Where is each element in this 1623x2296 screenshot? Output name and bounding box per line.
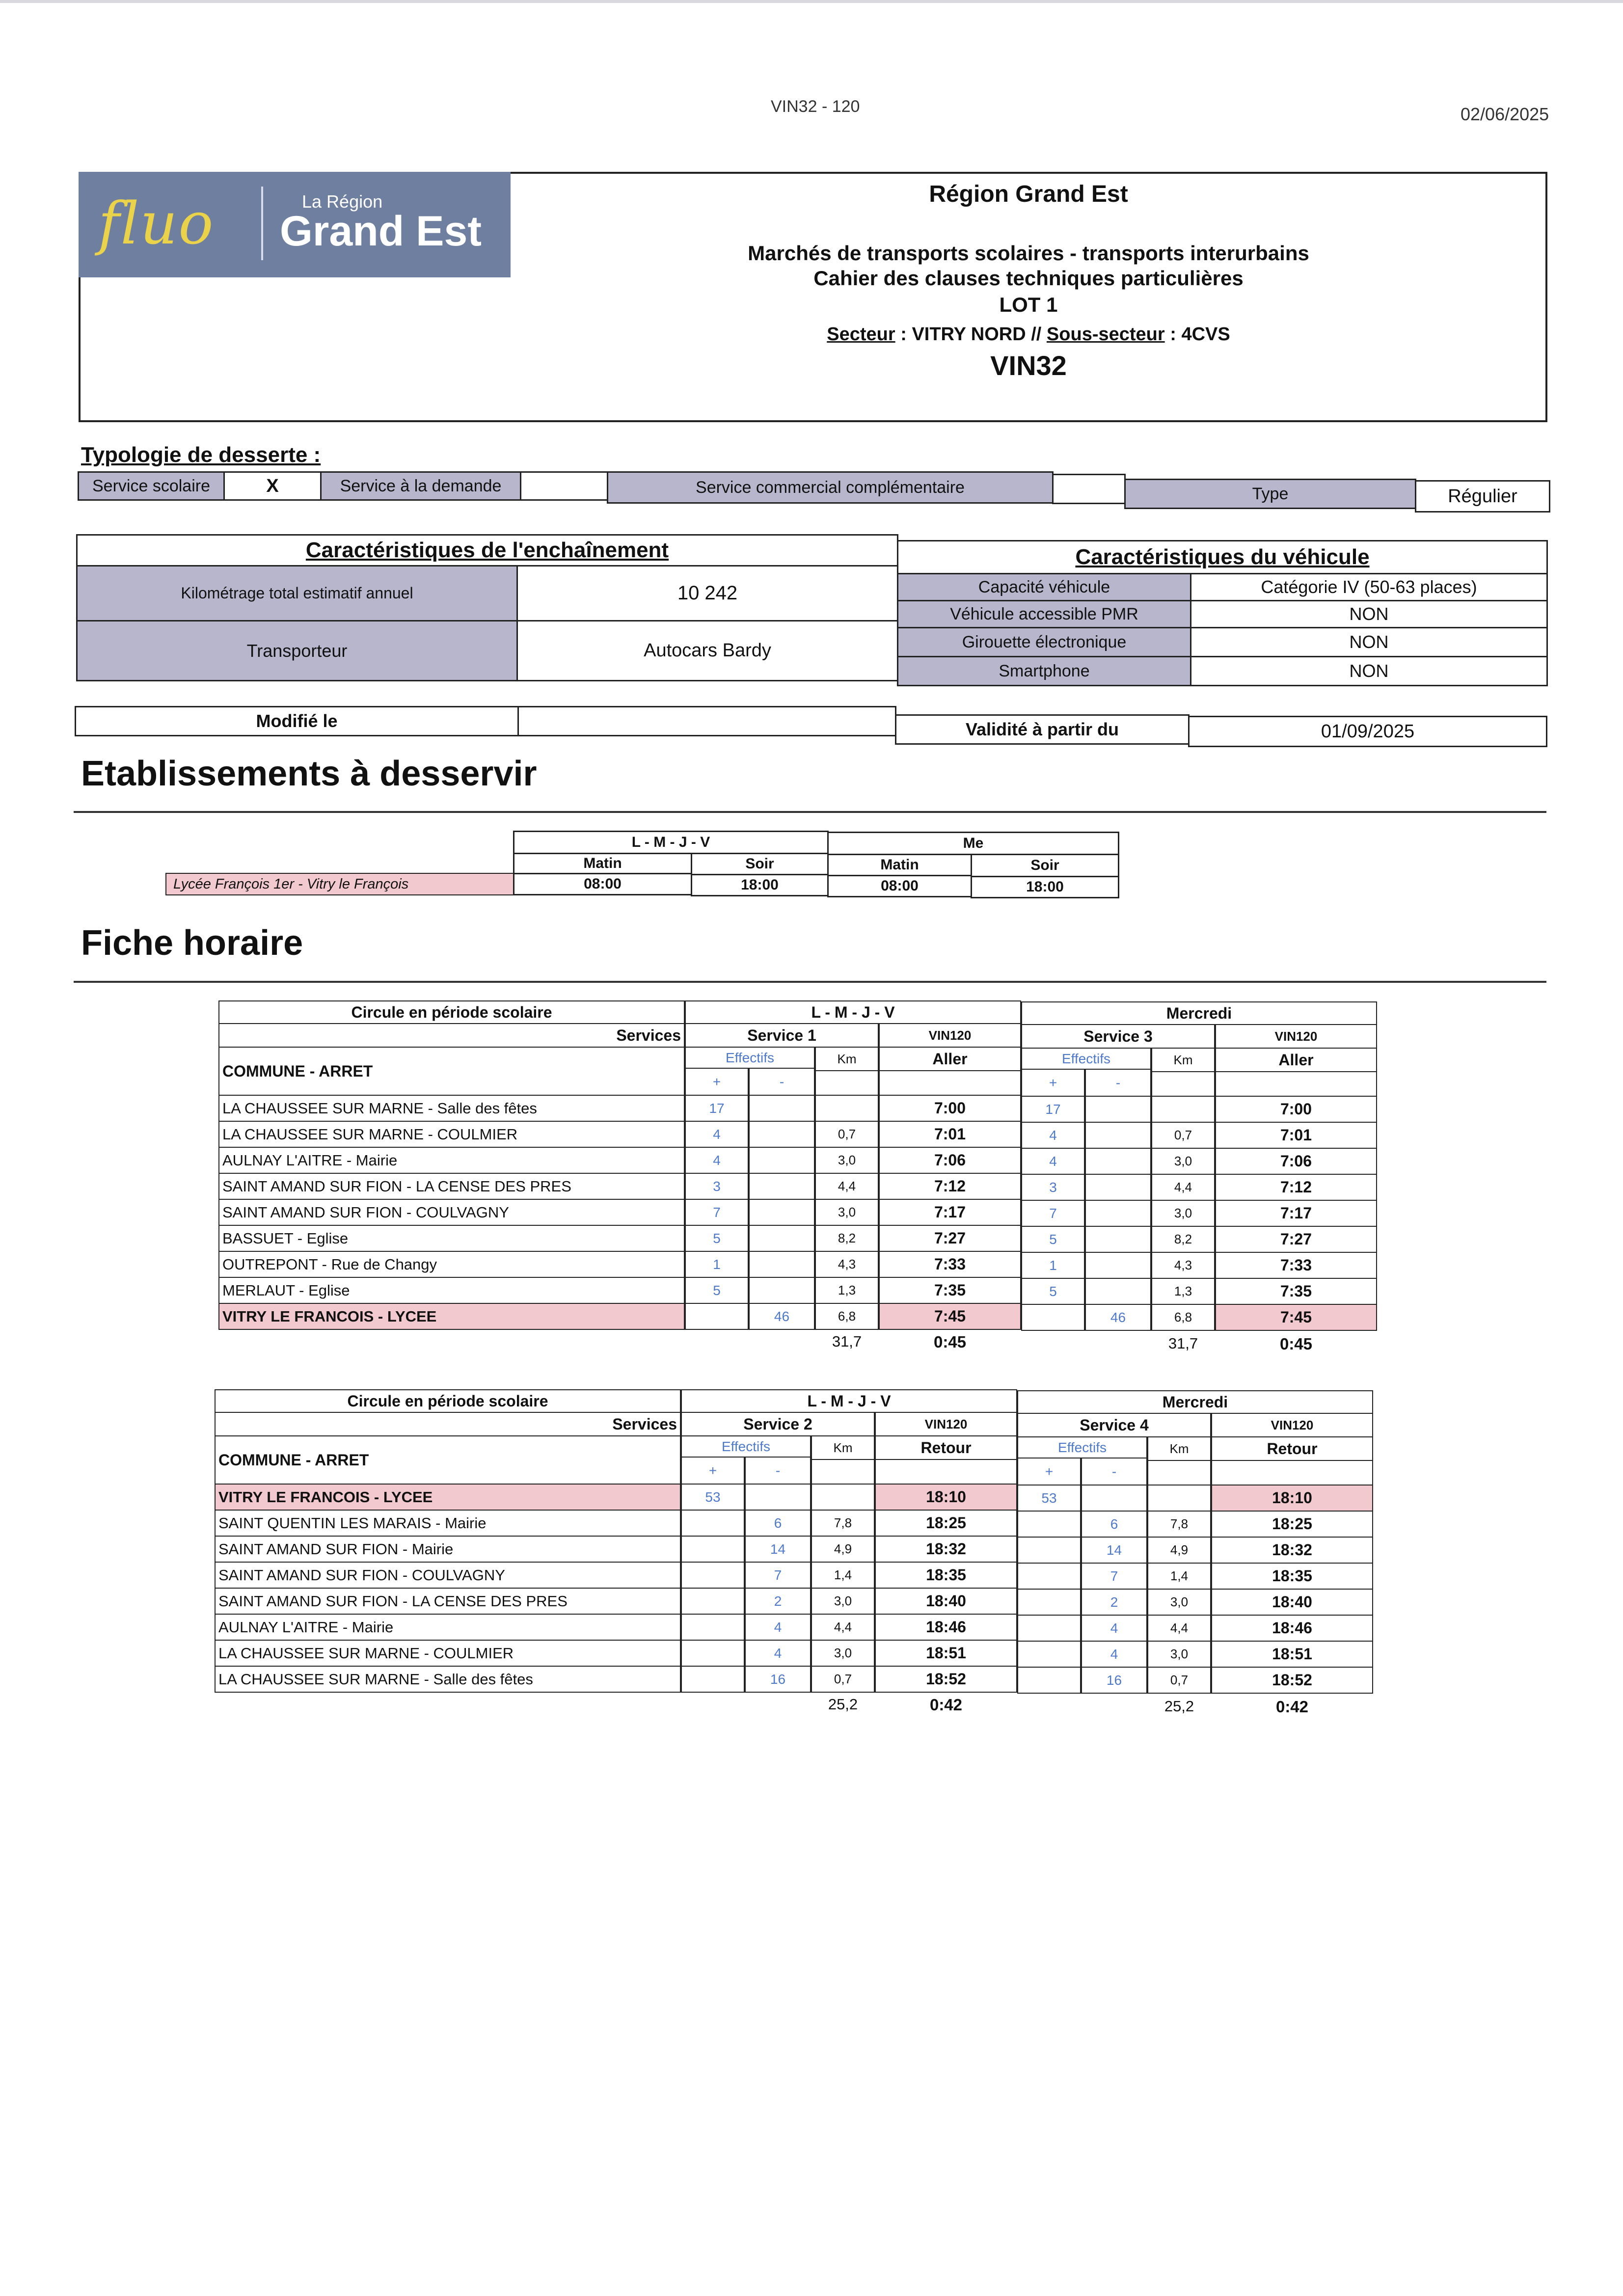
aller-service-b: Service 3 [1021,1024,1215,1049]
aller-plus-b: 5 [1021,1278,1085,1305]
sector-label: Secteur [827,324,895,345]
retour-minus-b: 7 [1081,1563,1147,1590]
retour-plus-a [681,1666,745,1693]
retour-minus-b: 4 [1081,1615,1147,1642]
aller-km-b: 6,8 [1151,1304,1215,1331]
aller-time-a: 7:27 [879,1225,1021,1252]
retour-code-a: VIN120 [875,1412,1017,1436]
retour-time-b: 18:32 [1211,1537,1373,1564]
km-value: 10 242 [516,565,898,621]
etab-school: Lycée François 1er - Vitry le François [165,873,514,895]
aller-time-b: 7:27 [1215,1226,1377,1253]
aller-stop-name: VITRY LE FRANCOIS - LYCEE [218,1303,685,1330]
etablissements-title: Etablissements à desservir [81,754,537,793]
aller-km-a [815,1095,879,1122]
aller-direction-a: Aller [879,1047,1021,1071]
retour-time-a: 18:51 [875,1640,1017,1667]
retour-time-b: 18:51 [1211,1641,1373,1668]
retour-commune-label: COMMUNE - ARRET [215,1435,681,1485]
retour-km-a: 1,4 [811,1562,875,1589]
aller-plus-b: 3 [1021,1174,1085,1201]
aller-plus-a: 17 [685,1095,749,1122]
retour-service-b: Service 4 [1017,1413,1211,1437]
aller-plus-b: 1 [1021,1252,1085,1279]
aller-stop-name: SAINT AMAND SUR FION - LA CENSE DES PRES [218,1173,685,1200]
vehicule-title: Caractéristiques du véhicule [897,540,1548,574]
retour-km-a: 0,7 [811,1666,875,1693]
service-demande-value [520,471,608,501]
retour-minus-b: 6 [1081,1511,1147,1538]
service-scolaire-label: Service scolaire [78,471,225,501]
retour-plus-a [681,1510,745,1537]
retour-km-b [1147,1485,1211,1512]
girouette-value: NON [1190,627,1548,657]
aller-plus-head-b: + [1021,1069,1085,1097]
retour-time-b: 18:52 [1211,1667,1373,1694]
retour-stop-name: SAINT AMAND SUR FION - COULVAGNY [215,1562,681,1589]
aller-time-b: 7:45 [1215,1304,1377,1331]
aller-service-a: Service 1 [685,1023,879,1048]
aller-minus-a [749,1277,815,1304]
title-line2: Cahier des clauses techniques particulières [813,267,1244,290]
etab-time-matin-2: 08:00 [827,875,972,897]
retour-plus-b [1017,1563,1081,1590]
retour-time-a: 18:32 [875,1536,1017,1563]
retour-km-a: 3,0 [811,1640,875,1667]
aller-stop-name: LA CHAUSSEE SUR MARNE - COULMIER [218,1121,685,1148]
aller-time-b: 7:00 [1215,1096,1377,1123]
retour-effectifs-a: Effectifs [681,1435,811,1458]
service-demande-label: Service à la demande [320,471,521,501]
retour-stop-name: SAINT AMAND SUR FION - Mairie [215,1536,681,1563]
retour-time-b: 18:10 [1211,1485,1373,1512]
etab-time-soir-1: 18:00 [691,874,829,896]
aller-km-a: 4,4 [815,1173,879,1200]
aller-total-km-b: 31,7 [1168,1335,1198,1352]
service-commercial-label: Service commercial complémentaire [607,471,1054,504]
aller-minus-b [1085,1200,1151,1227]
retour-time-b: 18:25 [1211,1511,1373,1538]
aller-km-b [1151,1096,1215,1123]
aller-time-a: 7:01 [879,1121,1021,1148]
retour-time-a: 18:52 [875,1666,1017,1693]
title-lot: LOT 1 [999,293,1058,316]
retour-km-a: 4,9 [811,1536,875,1563]
pmr-value: NON [1190,600,1548,628]
aller-minus-a [749,1173,815,1200]
aller-stop-name: LA CHAUSSEE SUR MARNE - Salle des fêtes [218,1095,685,1122]
aller-group-mercredi: Mercredi [1021,1001,1377,1025]
retour-plus-b [1017,1589,1081,1616]
type-value: Régulier [1415,480,1550,513]
capacite-label: Capacité véhicule [897,573,1191,601]
pmr-label: Véhicule accessible PMR [897,600,1191,628]
aller-minus-a [749,1095,815,1122]
retour-km-b: 1,4 [1147,1563,1211,1590]
retour-km-a: 4,4 [811,1614,875,1641]
retour-time-b: 18:35 [1211,1563,1373,1590]
aller-km-b: 8,2 [1151,1226,1215,1253]
retour-minus-b: 14 [1081,1537,1147,1564]
title-code: VIN32 [990,350,1067,381]
retour-km-b: 0,7 [1147,1667,1211,1694]
aller-code-b: VIN120 [1215,1024,1377,1049]
scan-top-edge [0,0,1623,3]
retour-stop-name: SAINT QUENTIN LES MARAIS - Mairie [215,1510,681,1537]
aller-plus-a [685,1303,749,1330]
retour-minus-head-a: - [745,1457,811,1485]
etab-group-lmjv: L - M - J - V [513,831,829,854]
retour-minus-a: 4 [745,1614,811,1641]
aller-km-a: 4,3 [815,1251,879,1278]
retour-plus-a [681,1614,745,1641]
retour-plus-head-b: + [1017,1458,1081,1486]
aller-km-b: 4,4 [1151,1174,1215,1201]
retour-stop-name: LA CHAUSSEE SUR MARNE - Salle des fêtes [215,1666,681,1693]
aller-km-b: 1,3 [1151,1278,1215,1305]
aller-minus-b [1085,1252,1151,1279]
aller-minus-b [1085,1174,1151,1201]
retour-plus-b [1017,1511,1081,1538]
retour-blank-km-b [1147,1460,1211,1486]
aller-circule: Circule en période scolaire [218,1000,685,1024]
retour-blank-time-a [875,1459,1017,1485]
modifie-value [517,706,896,736]
validite-label: Validité à partir du [895,714,1190,745]
aller-minus-b: 46 [1085,1304,1151,1331]
aller-plus-b: 17 [1021,1096,1085,1123]
aller-plus-b: 7 [1021,1200,1085,1227]
aller-km-a: 3,0 [815,1147,879,1174]
aller-stop-name: AULNAY L'AITRE - Mairie [218,1147,685,1174]
aller-minus-b [1085,1122,1151,1149]
retour-service-a: Service 2 [681,1412,875,1436]
retour-plus-a [681,1536,745,1563]
retour-time-a: 18:10 [875,1484,1017,1511]
transporteur-label: Transporteur [76,620,518,681]
subsector-label: Sous-secteur [1046,324,1165,345]
capacite-value: Catégorie IV (50-63 places) [1190,573,1548,601]
aller-blank-time-b [1215,1071,1377,1097]
aller-plus-a: 5 [685,1225,749,1252]
fiche-horaire-title: Fiche horaire [81,923,303,963]
aller-direction-b: Aller [1215,1048,1377,1072]
retour-minus-a: 16 [745,1666,811,1693]
aller-km-a: 0,7 [815,1121,879,1148]
typologie-label: Typologie de desserte : [81,443,321,467]
retour-stop-name: AULNAY L'AITRE - Mairie [215,1614,681,1641]
retour-km-b: 3,0 [1147,1641,1211,1668]
retour-km-a [811,1484,875,1511]
aller-time-b: 7:12 [1215,1174,1377,1201]
aller-minus-b [1085,1226,1151,1253]
aller-plus-b: 4 [1021,1148,1085,1175]
retour-time-a: 18:46 [875,1614,1017,1641]
modifie-label: Modifié le [75,706,519,736]
aller-plus-a: 4 [685,1147,749,1174]
aller-time-b: 7:01 [1215,1122,1377,1149]
aller-total-km-a: 31,7 [832,1333,862,1350]
retour-plus-a [681,1562,745,1589]
document-code: VIN32 - 120 [771,97,860,116]
aller-time-a: 7:17 [879,1199,1021,1226]
logo-brand: fluo [98,189,215,257]
aller-minus-a [749,1147,815,1174]
retour-time-b: 18:40 [1211,1589,1373,1616]
aller-minus-b [1085,1096,1151,1123]
retour-plus-b [1017,1615,1081,1642]
retour-group-mercredi: Mercredi [1017,1390,1373,1414]
aller-plus-a: 5 [685,1277,749,1304]
aller-time-a: 7:12 [879,1173,1021,1200]
retour-direction-a: Retour [875,1435,1017,1460]
aller-commune-label: COMMUNE - ARRET [218,1047,685,1096]
aller-total-time-b: 0:45 [1279,1335,1313,1353]
aller-time-b: 7:33 [1215,1252,1377,1279]
retour-time-a: 18:25 [875,1510,1017,1537]
retour-minus-b [1081,1485,1147,1512]
retour-minus-a: 4 [745,1640,811,1667]
retour-minus-a: 2 [745,1588,811,1615]
aller-time-a: 7:00 [879,1095,1021,1122]
title-region: Région Grand Est [929,181,1128,207]
aller-time-a: 7:06 [879,1147,1021,1174]
smartphone-value: NON [1190,656,1548,686]
enchainement-title: Caractéristiques de l'enchaînement [76,534,898,567]
aller-km-a: 3,0 [815,1199,879,1226]
aller-time-b: 7:35 [1215,1278,1377,1305]
retour-minus-a: 7 [745,1562,811,1589]
logo-separator [261,187,263,260]
aller-effectifs-b: Effectifs [1021,1048,1151,1070]
retour-minus-a: 6 [745,1510,811,1537]
aller-minus-a [749,1251,815,1278]
retour-minus-b: 16 [1081,1667,1147,1694]
aller-minus-a [749,1225,815,1252]
retour-minus-a: 14 [745,1536,811,1563]
title-line1: Marchés de transports scolaires - transports interurbains [748,242,1309,265]
etab-group-me: Me [827,832,1119,855]
aller-group-lmjv: L - M - J - V [685,1000,1021,1024]
etablissements-rule [74,811,1546,813]
aller-stop-name: SAINT AMAND SUR FION - COULVAGNY [218,1199,685,1226]
retour-blank-time-b [1211,1460,1373,1486]
aller-code-a: VIN120 [879,1023,1021,1048]
retour-plus-b [1017,1641,1081,1668]
retour-plus-b [1017,1537,1081,1564]
aller-plus-b [1021,1304,1085,1331]
transporteur-value: Autocars Bardy [516,620,898,681]
aller-blank-time-a [879,1070,1021,1096]
retour-km-b: 7,8 [1147,1511,1211,1538]
retour-plus-a [681,1640,745,1667]
aller-services-label: Services [218,1023,685,1048]
etab-time-matin-1: 08:00 [513,873,692,895]
retour-total-time-a: 0:42 [929,1696,963,1714]
retour-stop-name: LA CHAUSSEE SUR MARNE - COULMIER [215,1640,681,1667]
aller-km-b: 3,0 [1151,1200,1215,1227]
retour-minus-b: 4 [1081,1641,1147,1668]
aller-stop-name: MERLAUT - Eglise [218,1277,685,1304]
fluo-grand-est-logo [79,172,511,277]
retour-minus-b: 2 [1081,1589,1147,1616]
retour-circule: Circule en période scolaire [215,1389,681,1413]
aller-stop-name: BASSUET - Eglise [218,1225,685,1252]
aller-blank-km-b [1151,1071,1215,1097]
aller-km-b: 0,7 [1151,1122,1215,1149]
retour-plus-head-a: + [681,1457,745,1485]
retour-total-time-b: 0:42 [1275,1698,1309,1716]
aller-plus-b: 5 [1021,1226,1085,1253]
aller-plus-head-a: + [685,1068,749,1096]
aller-minus-a [749,1121,815,1148]
retour-km-b: 3,0 [1147,1589,1211,1616]
smartphone-label: Smartphone [897,656,1191,686]
aller-minus-head-b: - [1085,1069,1151,1097]
retour-services-label: Services [215,1412,681,1436]
retour-minus-a [745,1484,811,1511]
aller-time-a: 7:35 [879,1277,1021,1304]
retour-code-b: VIN120 [1211,1413,1373,1437]
retour-km-a: 3,0 [811,1588,875,1615]
aller-km-b: 3,0 [1151,1148,1215,1175]
retour-time-b: 18:46 [1211,1615,1373,1642]
retour-direction-b: Retour [1211,1436,1373,1461]
retour-km-b: 4,9 [1147,1537,1211,1564]
fiche-horaire-rule [74,981,1546,983]
retour-km-b: 4,4 [1147,1615,1211,1642]
service-commercial-value [1052,474,1126,504]
logo-region-small: La Région [302,191,383,212]
aller-plus-a: 4 [685,1121,749,1148]
etab-soir-2: Soir [971,854,1119,877]
aller-time-a: 7:45 [879,1303,1021,1330]
retour-total-km-a: 25,2 [828,1696,858,1713]
aller-time-b: 7:06 [1215,1148,1377,1175]
validite-value: 01/09/2025 [1188,716,1547,747]
type-label: Type [1124,479,1416,509]
aller-km-a: 8,2 [815,1225,879,1252]
service-scolaire-value: X [223,471,322,501]
aller-minus-b [1085,1148,1151,1175]
retour-km-a: 7,8 [811,1510,875,1537]
sector-value: : VITRY NORD // [895,324,1047,345]
etab-matin-1: Matin [513,853,692,874]
aller-km-b: 4,3 [1151,1252,1215,1279]
retour-plus-b: 53 [1017,1485,1081,1512]
retour-effectifs-b: Effectifs [1017,1436,1147,1459]
document-date: 02/06/2025 [1461,104,1549,124]
km-label: Kilométrage total estimatif annuel [76,565,518,621]
title-sector [511,324,1546,345]
retour-time-a: 18:35 [875,1562,1017,1589]
retour-km-head-b: Km [1147,1436,1211,1461]
aller-minus-a: 46 [749,1303,815,1330]
etab-time-soir-2: 18:00 [971,876,1119,898]
aller-plus-b: 4 [1021,1122,1085,1149]
retour-plus-a [681,1588,745,1615]
retour-plus-a: 53 [681,1484,745,1511]
aller-km-a: 1,3 [815,1277,879,1304]
etab-matin-2: Matin [827,854,972,876]
subsector-value: : 4CVS [1164,324,1230,345]
aller-minus-b [1085,1278,1151,1305]
retour-blank-km-a [811,1459,875,1485]
aller-total-time-a: 0:45 [933,1333,967,1351]
aller-minus-a [749,1199,815,1226]
retour-plus-b [1017,1667,1081,1694]
aller-km-a: 6,8 [815,1303,879,1330]
aller-plus-a: 3 [685,1173,749,1200]
aller-blank-km-a [815,1070,879,1096]
aller-stop-name: OUTREPONT - Rue de Changy [218,1251,685,1278]
retour-time-a: 18:40 [875,1588,1017,1615]
retour-minus-head-b: - [1081,1458,1147,1486]
aller-time-b: 7:17 [1215,1200,1377,1227]
aller-minus-head-a: - [749,1068,815,1096]
logo-region-big: Grand Est [280,208,482,255]
retour-km-head-a: Km [811,1435,875,1460]
retour-group-lmjv: L - M - J - V [681,1389,1017,1413]
retour-stop-name: SAINT AMAND SUR FION - LA CENSE DES PRES [215,1588,681,1615]
aller-plus-a: 1 [685,1251,749,1278]
aller-time-a: 7:33 [879,1251,1021,1278]
retour-stop-name: VITRY LE FRANCOIS - LYCEE [215,1484,681,1511]
aller-km-head-b: Km [1151,1048,1215,1072]
girouette-label: Girouette électronique [897,627,1191,657]
aller-plus-a: 7 [685,1199,749,1226]
aller-effectifs-a: Effectifs [685,1047,815,1069]
aller-km-head-a: Km [815,1047,879,1071]
retour-total-km-b: 25,2 [1164,1698,1194,1715]
etab-soir-1: Soir [691,853,829,875]
